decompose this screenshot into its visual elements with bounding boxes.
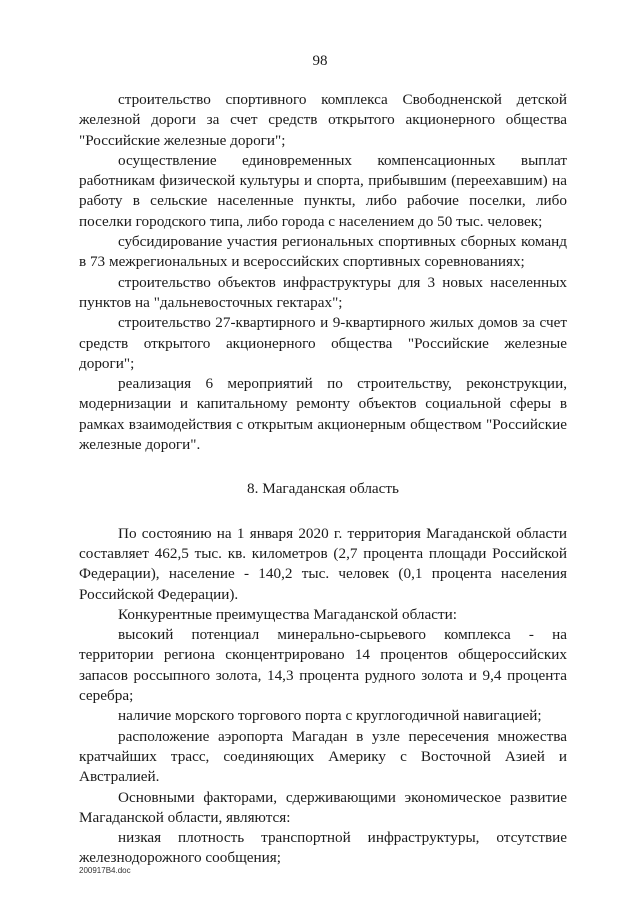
paragraph: По состоянию на 1 января 2020 г. территория Магаданской области составляет 462,5 тыс. кв. километров (2,7 процента площади Российской Федерации), население - 140,2 тыс. человек (0,1 процента населения Российской Федерации).	[79, 524, 567, 603]
paragraph: Конкурентные преимущества Магаданской области:	[118, 605, 457, 623]
paragraph: строительство 27-квартирного и 9-квартирного жилых домов за счет средств открытого акционерного общества "Российские железные дороги";	[79, 314, 567, 372]
document-body	[79, 90, 567, 869]
paragraph: строительство объектов инфраструктуры для 3 новых населенных пунктов на "дальневосточных гектарах";	[79, 273, 567, 311]
page-number: 98	[312, 53, 328, 69]
paragraph: расположение аэропорта Магадан в узле пересечения множества кратчайших трасс, соединяющих Америку с Восточной Азией и Австралией.	[79, 727, 567, 786]
paragraph: высокий потенциал минерально-сырьевого комплекса - на территории региона сконцентрировано 14 процентов общероссийских запасов россыпного золота, 14,3 процента рудного золота и 9,4 процента серебра;	[79, 626, 567, 705]
paragraph: субсидирование участия региональных спортивных сборных команд в 73 межрегиональных и всероссийских спортивных соревнованиях;	[79, 233, 567, 271]
paragraph: строительство спортивного комплекса Свободненской детской железной дороги за счет средств открытого акционерного общества "Российские железные дороги";	[79, 91, 567, 149]
paragraph: Основными факторами, сдерживающими экономическое развитие Магаданской области, являются:	[79, 788, 567, 826]
paragraph: реализация 6 мероприятий по строительству, реконструкции, модернизации и капитальному ремонту объектов социальной сферы в рамках взаимодействия с открытым акционерным обществом "Российские железные дороги".	[79, 375, 567, 454]
paragraph: осуществление единовременных компенсационных выплат работникам физической культуры и спорта, прибывшим (переехавшим) на работу в сельские населенные пункты, либо рабочие поселки, либо поселки городского типа, либо города с населением до 50 тыс. человек;	[79, 151, 567, 230]
section-title: 8. Магаданская область	[247, 480, 399, 498]
paragraph: наличие морского торгового порта с круглогодичной навигацией;	[118, 707, 542, 725]
paragraph: низкая плотность транспортной инфраструктуры, отсутствие железнодорожного сообщения;	[79, 829, 567, 867]
footer-filename: 200917В4.doc	[79, 866, 131, 875]
